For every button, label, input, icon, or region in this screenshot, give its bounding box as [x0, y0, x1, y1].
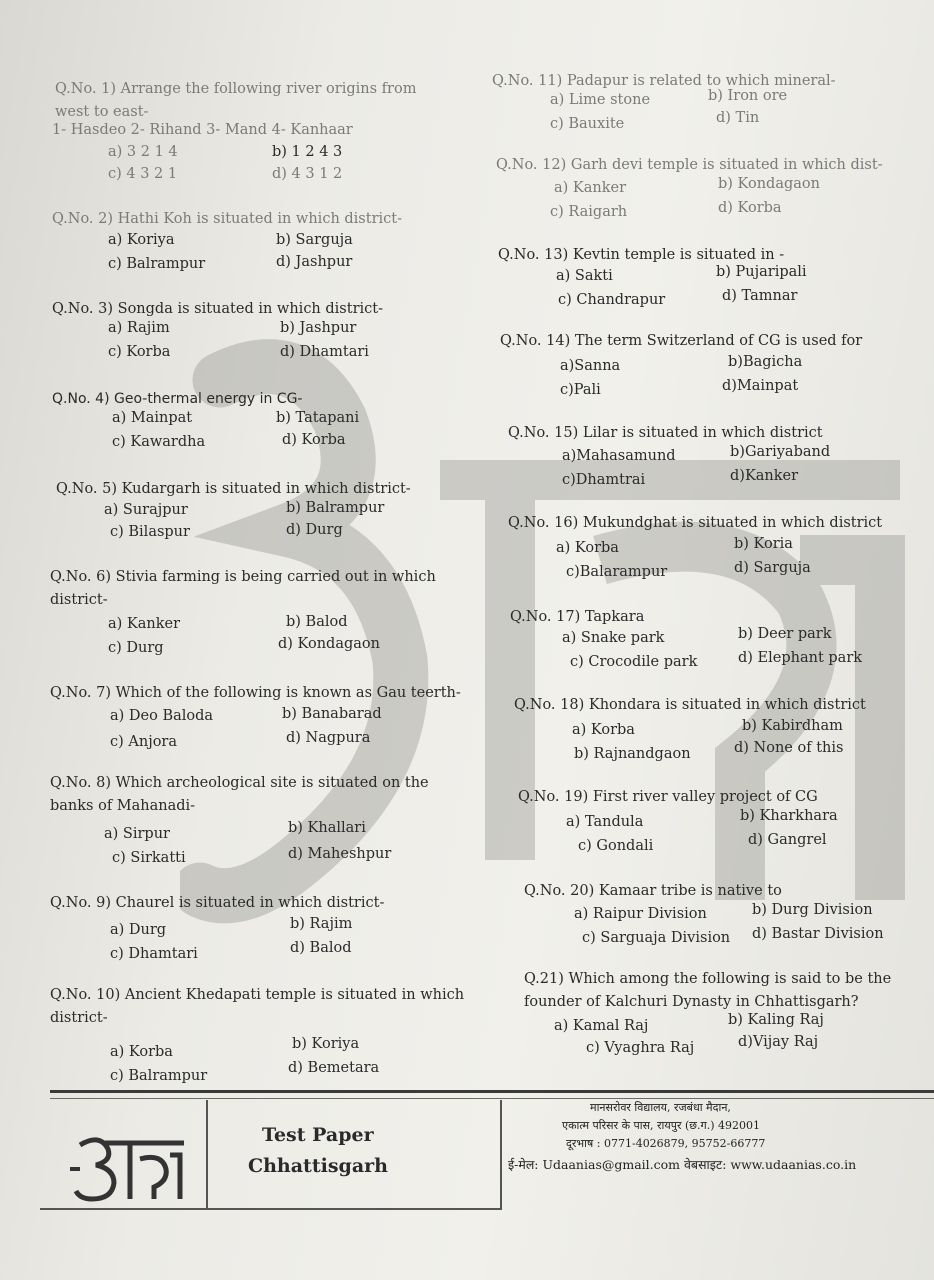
option-a: a) Rajim [108, 320, 170, 336]
footer-separator [500, 1100, 502, 1210]
option-b: b) Kharkhara [740, 808, 838, 824]
option-c: c) 4 3 2 1 [108, 166, 178, 182]
option-b: b) Jashpur [280, 320, 357, 336]
option-b: b) Durg Division [752, 902, 873, 918]
option-d: d) Tin [716, 110, 760, 126]
footer-title: Test Paper [262, 1124, 374, 1146]
option-d: d) 4 3 1 2 [272, 166, 343, 182]
footer-divider-thin [50, 1098, 934, 1099]
option-b: b) Pujaripali [716, 264, 807, 280]
option-b: b) Deer park [738, 626, 832, 642]
option-c: c) Chandrapur [558, 292, 666, 308]
option-d: d) Jashpur [276, 254, 353, 270]
footer-separator [206, 1100, 208, 1210]
option-a: a) Kamal Raj [554, 1018, 649, 1034]
contact-line: ई-मेल: Udaanias@gmail.com वेबसाइट: www.udaanias.co.in [508, 1157, 857, 1172]
option-c: c) Bauxite [550, 116, 625, 132]
option-d: d)Vijay Raj [738, 1034, 819, 1050]
option-b: b) Kabirdham [742, 718, 843, 734]
option-c: c) Gondali [578, 838, 654, 854]
option-b: b) Rajim [290, 916, 353, 932]
option-a: a) Sakti [556, 268, 613, 284]
option-c: c) Vyaghra Raj [586, 1040, 695, 1056]
river-list: 1- Hasdeo 2- Rihand 3- Mand 4- Kanhaar [52, 122, 353, 138]
option-b: b) Sarguja [276, 232, 353, 248]
option-b: b) Tatapani [276, 410, 360, 426]
option-c: c) Balrampur [110, 1068, 208, 1084]
option-c: c)Dhamtrai [562, 472, 646, 488]
option-d: d) None of this [734, 740, 844, 756]
option-a: a) Snake park [562, 630, 665, 646]
option-b: b) 1 2 4 3 [272, 144, 343, 160]
option-d: d) Kondagaon [278, 636, 380, 652]
phone-line: दूरभाष : 0771-4026879, 95752-66777 [566, 1137, 766, 1150]
option-b: b) Koriya [292, 1036, 360, 1052]
option-a: a) Tandula [566, 814, 644, 830]
option-d: d) Tamnar [722, 288, 798, 304]
option-a: a) Korba [110, 1044, 173, 1060]
option-d: d) Bastar Division [752, 926, 884, 942]
footer-subtitle: Chhattisgarh [248, 1155, 388, 1177]
option-d: d) Maheshpur [288, 846, 392, 862]
option-a: a) Surajpur [104, 502, 188, 518]
option-d: d) Elephant park [738, 650, 863, 666]
option-b: b) Banabarad [282, 706, 382, 722]
option-a: a)Mahasamund [562, 448, 676, 464]
option-c: b) Rajnandgaon [574, 746, 691, 762]
option-a: a) Sirpur [104, 826, 170, 842]
option-a: a) Korba [572, 722, 635, 738]
option-b: b) Koria [734, 536, 793, 552]
option-c: c) Bilaspur [110, 524, 190, 540]
option-a: a) Mainpat [112, 410, 193, 426]
footer-divider [50, 1090, 934, 1093]
option-a: a) Raipur Division [574, 906, 707, 922]
option-c: c) Raigarh [550, 204, 628, 220]
option-d: d)Kanker [730, 468, 799, 484]
option-c: c) Anjora [110, 734, 177, 750]
option-b: b) Balod [286, 614, 348, 630]
option-c: c) Crocodile park [570, 654, 698, 670]
option-b: b) Kaling Raj [728, 1012, 824, 1028]
option-a: a) Kanker [554, 180, 627, 196]
option-c: c) Korba [108, 344, 171, 360]
option-d: d) Nagpura [286, 730, 371, 746]
option-c: c) Kawardha [112, 434, 206, 450]
option-c: c)Pali [560, 382, 601, 398]
option-d: d) Balod [290, 940, 352, 956]
option-c: c) Sarguaja Division [582, 930, 731, 946]
option-b: b)Bagicha [728, 354, 803, 370]
option-d: d)Mainpat [722, 378, 799, 394]
option-b: b) Balrampur [286, 500, 385, 516]
option-c: c) Durg [108, 640, 164, 656]
udaan-logo [70, 1125, 190, 1205]
option-a: a) Koriya [108, 232, 175, 248]
address-line-1: मानसरोवर विद्यालय, रजबंधा मैदान, [590, 1101, 731, 1114]
option-c: c)Balarampur [566, 564, 668, 580]
option-d: d) Bemetara [288, 1060, 380, 1076]
option-a: a) Korba [556, 540, 619, 556]
option-b: b) Iron ore [708, 88, 788, 104]
option-d: d) Dhamtari [280, 344, 369, 360]
option-d: d) Durg [286, 522, 343, 538]
option-d: d) Sarguja [734, 560, 811, 576]
option-b: b)Gariyaband [730, 444, 831, 460]
option-c: c) Sirkatti [112, 850, 186, 866]
footer-bottom-line [40, 1208, 500, 1210]
option-a: a)Sanna [560, 358, 621, 374]
option-d: d) Korba [282, 432, 346, 448]
option-a: a) 3 2 1 4 [108, 144, 178, 160]
option-a: a) Lime stone [550, 92, 651, 108]
option-b: b) Khallari [288, 820, 366, 836]
option-a: a) Kanker [108, 616, 181, 632]
address-line-2: एकात्म परिसर के पास, रायपुर (छ.ग.) 492001 [562, 1119, 760, 1132]
option-c: c) Dhamtari [110, 946, 198, 962]
option-a: a) Deo Baloda [110, 708, 214, 724]
option-d: d) Gangrel [748, 832, 827, 848]
option-b: b) Kondagaon [718, 176, 820, 192]
option-d: d) Korba [718, 200, 782, 216]
option-a: a) Durg [110, 922, 167, 938]
option-c: c) Balrampur [108, 256, 206, 272]
